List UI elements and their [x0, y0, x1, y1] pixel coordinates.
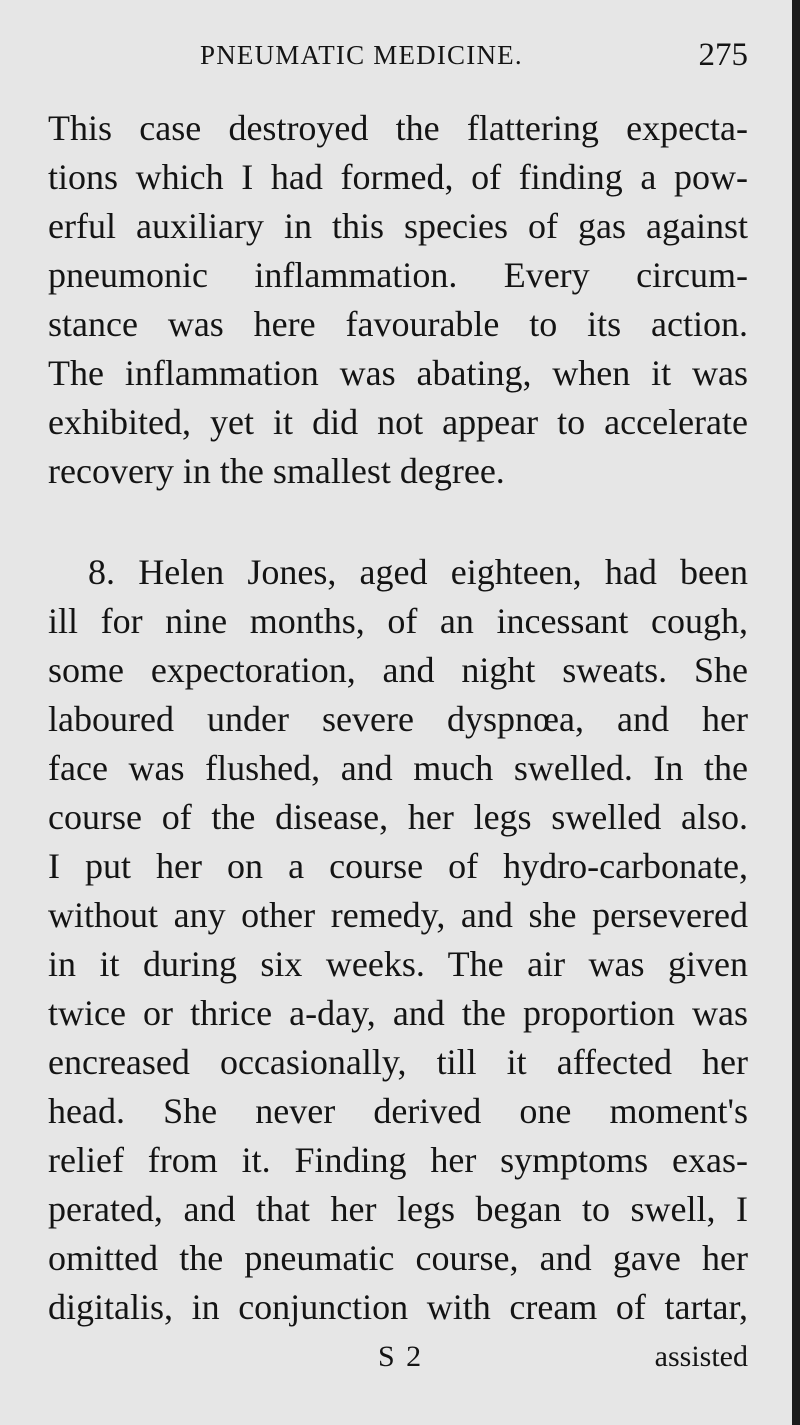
text-line: 8. Helen Jones, aged eighteen, had been — [88, 552, 748, 592]
paragraph-2 — [48, 548, 748, 1332]
text-line: encreased occasionally, till it affected her — [48, 1042, 748, 1082]
text-line: This case destroyed the flattering expecta- — [48, 108, 748, 148]
text-line: laboured under severe dyspnœa, and her — [48, 699, 748, 739]
page-number: 275 — [698, 37, 748, 73]
text-line: relief from it. Finding her symptoms exas- — [48, 1140, 748, 1180]
paragraph-1 — [48, 104, 748, 496]
text-line: pneumonic inflammation. Every circum- — [48, 255, 748, 295]
text-line: stance was here favourable to its action. — [48, 304, 748, 344]
text-line: recovery in the smallest degree. — [48, 451, 505, 491]
text-line: ill for nine months, of an incessant cough, — [48, 601, 748, 641]
text-line: I put her on a course of hydro-carbonate, — [48, 846, 748, 886]
text-line: tions which I had formed, of finding a pow- — [48, 157, 748, 197]
page-header — [48, 37, 748, 80]
text-line: The inflammation was abating, when it was — [48, 353, 748, 393]
text-line: some expectoration, and night sweats. She — [48, 650, 748, 690]
text-line: digitalis, in conjunction with cream of tartar, — [48, 1287, 748, 1327]
text-line: perated, and that her legs began to swell, I — [48, 1189, 748, 1229]
text-line: exhibited, yet it did not appear to accelerate — [48, 402, 748, 442]
signature-mark: S 2 — [378, 1340, 424, 1373]
text-line: twice or thrice a-day, and the proportion was — [48, 993, 748, 1033]
text-line: face was flushed, and much swelled. In the — [48, 748, 748, 788]
page-footer — [48, 1340, 748, 1380]
text-line: in it during six weeks. The air was given — [48, 944, 748, 984]
text-line: erful auxiliary in this species of gas against — [48, 206, 748, 246]
text-line: without any other remedy, and she persevered — [48, 895, 748, 935]
running-title: PNEUMATIC MEDICINE. — [200, 40, 523, 70]
text-line: head. She never derived one moment's — [48, 1091, 748, 1131]
text-line: course of the disease, her legs swelled also. — [48, 797, 748, 837]
text-line: omitted the pneumatic course, and gave her — [48, 1238, 748, 1278]
catchword: assisted — [654, 1340, 748, 1373]
